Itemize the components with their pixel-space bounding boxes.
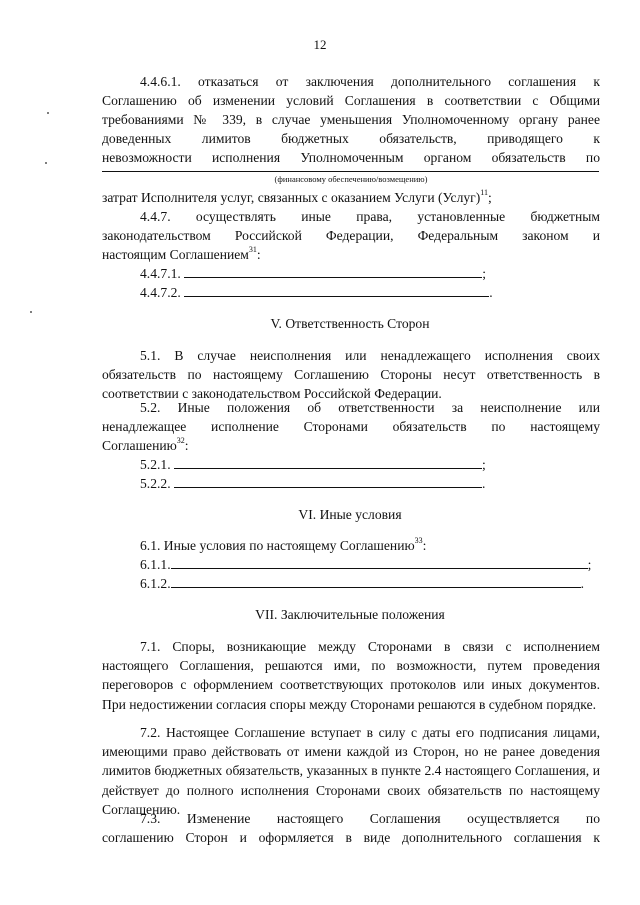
fill-in-line <box>171 575 581 588</box>
text-line: 5.2. Иные положения об ответственности за неисполнение или <box>140 400 600 415</box>
underline-caption: (финансовому обеспечению/возмещению) <box>274 174 428 184</box>
section-6-title: VI. Иные условия <box>298 507 402 522</box>
text-line: 7.3. Изменение настоящего Соглашения осуществляется по <box>140 811 600 826</box>
blank-item-4-4-7-1: 4.4.7.1. ; <box>140 266 486 281</box>
blank-item-5-2-1: 5.2.1. ; <box>140 457 486 472</box>
text-line: невозможности исполнения Уполномоченным органом обязательств по <box>102 150 600 165</box>
text-line: затрат Исполнителя услуг, связанных с оказанием Услуги (Услуг)$^{11}$; <box>102 188 492 205</box>
paragraph-6-1: 6.1. Иные условия по настоящему Соглашению$^{33}$: <box>140 536 427 553</box>
text-line: 4.4.6.1. отказаться от заключения дополнительного соглашения к <box>140 74 600 89</box>
section-5-title: V. Ответственность Сторон <box>270 316 430 331</box>
text-line: Соглашению$^{32}$: <box>102 436 189 453</box>
paragraph-7-2: 7.2. Настоящее Соглашение вступает в силу с даты его подписания лицами, имеющими право действовать от имени каждой из Сторон, но не ранее доведения лимитов бюджетных обязательств, указанных в пункте 2.4 настоящего Соглашения, и действует до полного исполнения Сторонами своих обязательств по настоящему Соглашению. <box>102 725 600 817</box>
text-line: законодательством Российской Федерации, Федеральным законом и <box>102 228 600 243</box>
scan-speck <box>47 112 49 114</box>
footnote-ref: 31 <box>248 245 257 255</box>
text-line: 4.4.7. осуществлять иные права, установленные бюджетным <box>140 209 600 224</box>
text-line: ненадлежащее исполнение Сторонами обязательств по настоящему <box>102 419 600 434</box>
fill-in-line <box>174 475 482 488</box>
footnote-ref: 32 <box>176 436 185 446</box>
scan-speck <box>45 162 47 164</box>
page-number: 12 <box>313 37 327 52</box>
fill-in-line <box>171 556 588 569</box>
scan-speck <box>30 311 32 313</box>
fill-in-line <box>102 171 599 172</box>
text-line: настоящим Соглашением$^{31}$: <box>102 245 261 262</box>
text-line: требованиями № 339, в случае уменьшения Уполномоченному органу ранее <box>102 112 600 127</box>
text-line: доведенных лимитов бюджетных обязательств, приводящего к <box>102 131 600 146</box>
footnote-ref: 11 <box>480 188 488 198</box>
paragraph-5-1: 5.1. В случае неисполнения или ненадлежащего исполнения своих обязательств по настоящему Соглашению Стороны несут ответственность в соответствии с законодательством Российской Федерации. <box>102 348 600 402</box>
blank-item-5-2-2: 5.2.2. . <box>140 476 486 491</box>
footnote-ref: 33 <box>414 536 423 546</box>
blank-item-4-4-7-2: 4.4.7.2. . <box>140 285 493 300</box>
blank-item-6-1-2: 6.1.2. . <box>140 576 584 591</box>
blank-item-6-1-1: 6.1.1. ; <box>140 557 592 572</box>
section-7-title: VII. Заключительные положения <box>255 607 445 622</box>
fill-in-line <box>174 456 482 469</box>
fill-in-line <box>184 284 489 297</box>
text-line: Соглашению об изменении условий Соглашения в соответствии с Общими <box>102 93 600 108</box>
fill-in-line <box>184 265 482 278</box>
paragraph-7-1: 7.1. Споры, возникающие между Сторонами в связи с исполнением настоящего Соглашения, решаются ими, по возможности, путем проведения переговоров с оформлением соответствующих протоколов или иных документов. При недостижении согласия споры между Сторонами решаются в судебном порядке. <box>102 639 600 712</box>
text-line: соглашению Сторон и оформляется в виде дополнительного соглашения к <box>102 830 600 845</box>
